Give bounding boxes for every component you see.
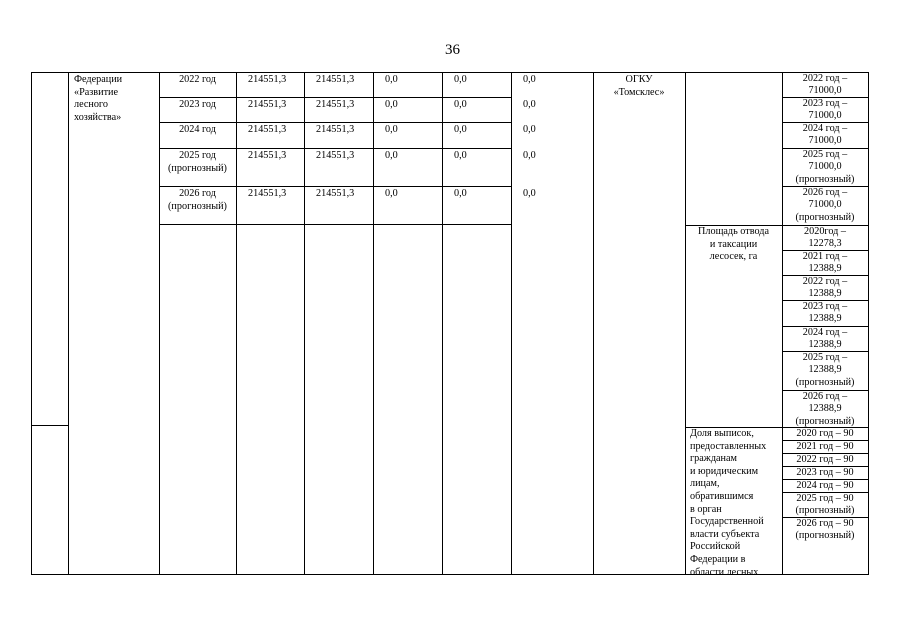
- row-divider: [159, 186, 512, 187]
- finance-value-line: 214551,3: [248, 74, 287, 85]
- finance-value: [385, 188, 398, 201]
- finance-value-line: 214551,3: [248, 124, 287, 135]
- indicator-name-line: и юридическим: [690, 465, 759, 477]
- finance-value: [523, 99, 536, 112]
- indicator-value-line: 12388,9: [808, 288, 842, 300]
- budget-table: [31, 72, 869, 578]
- column-divider: [31, 72, 32, 575]
- finance-year-line: 2026 год: [179, 188, 216, 199]
- column-divider: [685, 72, 686, 575]
- finance-value-line: 0,0: [385, 188, 398, 199]
- indicator-name-line: Российской: [690, 541, 741, 553]
- indicator-value: [783, 441, 867, 454]
- program-name-line: «Развитие: [74, 86, 118, 98]
- finance-value: [385, 124, 398, 137]
- finance-value: [385, 74, 398, 87]
- indicator-value-line: 12388,9: [808, 364, 842, 376]
- program-name-line: Федерации: [74, 74, 123, 85]
- indicator-value-line: 2026 год –: [802, 390, 848, 402]
- indicator-value-line: 71000,0: [808, 199, 842, 211]
- finance-value-line: 214551,3: [316, 150, 355, 161]
- indicator-name-line: Доля выписок,: [690, 428, 754, 439]
- indicator-value-line: 71000,0: [808, 135, 842, 147]
- indicator-value-line: 12388,9: [808, 263, 842, 275]
- finance-year: [160, 74, 235, 87]
- indicator-value-line: 2023 год –: [802, 300, 848, 312]
- row-divider: [31, 425, 69, 426]
- indicator-value-line: 2021 год – 90: [796, 440, 854, 452]
- finance-value: [523, 74, 536, 87]
- indicator-name-line: и таксации: [709, 238, 758, 250]
- indicator-value: [783, 428, 867, 441]
- indicator-value-line: 2023 год –: [802, 97, 848, 109]
- indicator-value-line: 2024 год –: [802, 326, 848, 338]
- finance-year-line: 2025 год: [179, 150, 216, 161]
- indicator-name-line: предоставленных: [690, 440, 767, 452]
- finance-value: [523, 188, 536, 201]
- indicator-value: [783, 226, 867, 251]
- indicator-value: [783, 493, 867, 518]
- finance-value-line: 214551,3: [316, 188, 355, 199]
- page-number: 36: [445, 42, 460, 58]
- indicator-value-line: 2025 год – 90: [796, 492, 854, 504]
- executor: [594, 74, 684, 99]
- indicator-value-line: 2025 год –: [802, 148, 848, 160]
- indicator-value: [783, 123, 867, 148]
- row-divider: [159, 97, 512, 98]
- executor-line: «Томсклес»: [613, 86, 665, 98]
- indicator-value-line: 2021 год –: [802, 250, 848, 262]
- finance-year-line: (прогнозный): [168, 162, 227, 174]
- finance-year: [160, 99, 235, 112]
- finance-value-line: 0,0: [454, 74, 467, 85]
- finance-value: [385, 150, 398, 163]
- finance-value-line: 0,0: [454, 188, 467, 199]
- indicator-value: [783, 251, 867, 276]
- finance-value: [454, 124, 467, 137]
- finance-year-line: (прогнозный): [168, 200, 227, 212]
- column-divider: [68, 72, 69, 575]
- indicator-value-line: 2023 год – 90: [796, 466, 854, 478]
- finance-year: [160, 124, 235, 137]
- indicator-value-line: 2026 год – 90: [796, 517, 854, 529]
- row-divider: [159, 122, 512, 123]
- finance-year: [160, 150, 235, 175]
- indicator-name-line: обратившимся: [690, 490, 754, 502]
- indicator-value-line: 2022 год – 90: [796, 453, 854, 465]
- indicator-value: [783, 73, 867, 98]
- table-border-top: [31, 72, 869, 73]
- indicator-value-line: 2020год –: [804, 225, 846, 237]
- finance-value: [454, 188, 467, 201]
- indicator-name-line: Федерации в: [690, 553, 746, 565]
- finance-year-line: 2022 год: [179, 74, 216, 85]
- finance-year-line: 2024 год: [179, 124, 216, 135]
- program-name-line: хозяйства»: [74, 111, 122, 123]
- finance-value: [523, 150, 536, 163]
- indicator-name-line: лесосек, га: [709, 251, 758, 263]
- finance-value-line: 0,0: [385, 99, 398, 110]
- finance-value-line: 0,0: [523, 188, 536, 199]
- executor-line: ОГКУ: [625, 74, 653, 85]
- indicator-value-line: (прогнозный): [795, 211, 855, 223]
- indicator-value: [783, 467, 867, 480]
- program-name-line: лесного: [74, 99, 108, 111]
- finance-value-line: 0,0: [523, 150, 536, 161]
- indicator-name: [690, 428, 766, 579]
- indicator-name-line: области лесных: [690, 566, 759, 578]
- finance-value-line: 0,0: [454, 150, 467, 161]
- finance-value-line: 214551,3: [248, 99, 287, 110]
- indicator-value: [783, 187, 867, 225]
- finance-value-line: 0,0: [523, 74, 536, 85]
- finance-value: [454, 150, 467, 163]
- indicator-value-line: 2022 год –: [802, 72, 848, 84]
- finance-value: [523, 124, 536, 137]
- finance-value: [248, 188, 286, 201]
- indicator-value-line: 12388,9: [808, 339, 842, 351]
- indicator-value-line: 2024 год –: [802, 122, 848, 134]
- indicator-value: [783, 327, 867, 352]
- indicator-value: [783, 352, 867, 390]
- indicator-value: [783, 98, 867, 123]
- indicator-value-line: 71000,0: [808, 85, 842, 97]
- finance-value: [316, 74, 354, 87]
- program-name: [74, 74, 122, 124]
- indicator-value-line: 2022 год –: [802, 275, 848, 287]
- indicator-value: [783, 454, 867, 467]
- finance-value: [248, 124, 286, 137]
- indicator-value: [783, 518, 867, 543]
- indicator-name: [686, 226, 781, 264]
- finance-value-line: 0,0: [385, 150, 398, 161]
- indicator-value-line: 71000,0: [808, 110, 842, 122]
- finance-value: [316, 188, 354, 201]
- indicator-name-line: в орган: [690, 503, 722, 515]
- indicator-name-line: Площадь отвода: [698, 226, 769, 237]
- finance-value-line: 0,0: [454, 124, 467, 135]
- finance-value: [316, 150, 354, 163]
- indicator-value: [783, 276, 867, 301]
- row-divider: [159, 148, 512, 149]
- finance-value-line: 214551,3: [316, 74, 355, 85]
- finance-value: [385, 99, 398, 112]
- finance-value: [454, 74, 467, 87]
- indicator-value-line: 12388,9: [808, 403, 842, 415]
- finance-value: [248, 150, 286, 163]
- finance-value-line: 0,0: [385, 124, 398, 135]
- indicator-value: [783, 301, 867, 326]
- finance-value-line: 214551,3: [248, 150, 287, 161]
- finance-value: [248, 74, 286, 87]
- indicator-value-line: (прогнозный): [795, 505, 855, 517]
- finance-value: [454, 99, 467, 112]
- indicator-value: [783, 480, 867, 493]
- finance-value: [316, 99, 354, 112]
- finance-value-line: 214551,3: [316, 124, 355, 135]
- indicator-value-line: 2020 год – 90: [796, 427, 854, 439]
- indicator-name-line: Государственной: [690, 516, 764, 528]
- indicator-value-line: (прогнозный): [795, 173, 855, 185]
- row-divider: [159, 224, 512, 225]
- indicator-value-line: 2026 год –: [802, 186, 848, 198]
- finance-value-line: 214551,3: [316, 99, 355, 110]
- indicator-value-line: (прогнозный): [795, 376, 855, 388]
- indicator-name-line: лицам,: [690, 478, 720, 490]
- indicator-value-line: (прогнозный): [795, 415, 855, 427]
- indicator-value-line: 12278,3: [808, 238, 842, 250]
- indicator-value-line: 2024 год – 90: [796, 479, 854, 491]
- indicator-value-line: (прогнозный): [795, 530, 855, 542]
- indicator-name-line: власти субъекта: [690, 528, 760, 540]
- indicator-value-line: 2025 год –: [802, 351, 848, 363]
- finance-year-line: 2023 год: [179, 99, 216, 110]
- indicator-value-line: 12388,9: [808, 313, 842, 325]
- finance-value-line: 0,0: [523, 99, 536, 110]
- indicator-value: [783, 149, 867, 187]
- column-divider: [593, 72, 594, 575]
- finance-value: [248, 99, 286, 112]
- indicator-name-line: гражданам: [690, 453, 737, 465]
- finance-value-line: 0,0: [454, 99, 467, 110]
- finance-value-line: 0,0: [385, 74, 398, 85]
- finance-value-line: 214551,3: [248, 188, 287, 199]
- indicator-value: [783, 391, 867, 429]
- finance-value-line: 0,0: [523, 124, 536, 135]
- indicator-value-line: 71000,0: [808, 161, 842, 173]
- finance-year: [160, 188, 235, 213]
- finance-value: [316, 124, 354, 137]
